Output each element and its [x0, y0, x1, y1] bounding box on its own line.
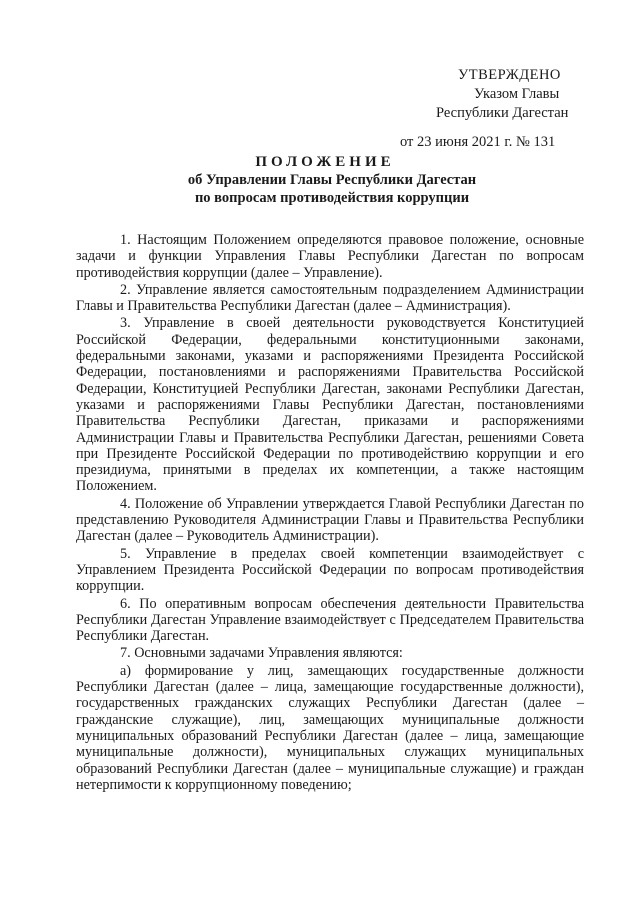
approval-line-3: Республики Дагестан — [436, 105, 569, 121]
paragraph-6: 6. По оперативным вопросам обеспечения деятельности Правительства Республики Дагестан Управление взаимодействует с Председателем Правительства Республики Дагестан. — [76, 595, 584, 645]
paragraph-7: 7. Основными задачами Управления являются: — [120, 645, 403, 662]
approval-line-1: УТВЕРЖДЕНО — [458, 67, 561, 83]
paragraph-2: 2. Управление является самостоятельным подразделением Администрации Главы и Правительства Республики Дагестан (далее – Администрация). — [76, 281, 584, 315]
paragraph-3: 3. Управление в своей деятельности руководствуется Конституцией Российской Федерации, федеральными конституционными законами, федеральными законами, указами и распоряжениями Президента Российской Федерации, постановлениями и распоряжениями Правительства Российской Федерации, Конституцией Республики Дагестан, законами Республики Дагестан, указами и распоряжениями Главы Республики Дагестан, постановлениями Правительства Республики Дагестан, приказами и распоряжениями Администрации Главы и Правительства Республики Дагестан, решениями Совета при Президенте Российской Федерации по противодействию коррупции и его президиума, принятыми в пределах их компетенции, а также настоящим Положением. — [76, 315, 584, 495]
decree-date: от 23 июня 2021 г. № 131 — [400, 134, 556, 150]
paragraph-4: 4. Положение об Управлении утверждается Главой Республики Дагестан по представлению Руководителя Администрации Главы и Правительства Республики Дагестан (далее – Руководитель Администрации). — [76, 495, 584, 545]
document-title — [0, 153, 640, 207]
title-line-1: об Управлении Главы Республики Дагестан — [187, 172, 477, 188]
approval-line-2: Указом Главы — [474, 86, 560, 102]
title-line-2: по вопросам противодействия коррупции — [194, 190, 470, 206]
paragraph-5: 5. Управление в пределах своей компетенции взаимодействует с Управлением Президента Российской Федерации по вопросам противодействия коррупции. — [76, 545, 584, 595]
paragraph-1: 1. Настоящим Положением определяются правовое положение, основные задачи и функции Управления Главы Республики Дагестан по вопросам противодействия коррупции (далее – Управление). — [76, 232, 584, 281]
approval-stamp — [430, 66, 568, 123]
paragraph-7a: а) формирование у лиц, замещающих государственные должности Республики Дагестан (далее – лица, замещающие государственные должности), государственных гражданских служащих Республики Дагестан (далее – гражданские служащие), лиц, замещающих муниципальные должности муниципальных образований Республики Дагестан (далее – лица, замещающие муниципальные должности), муниципальных служащих муниципальных образований Республики Дагестан (далее – муниципальные служащие) и граждан нетерпимости к коррупционному поведению; — [76, 662, 584, 793]
document-body — [76, 232, 584, 793]
title-heading: ПОЛОЖЕНИЕ — [255, 154, 395, 170]
